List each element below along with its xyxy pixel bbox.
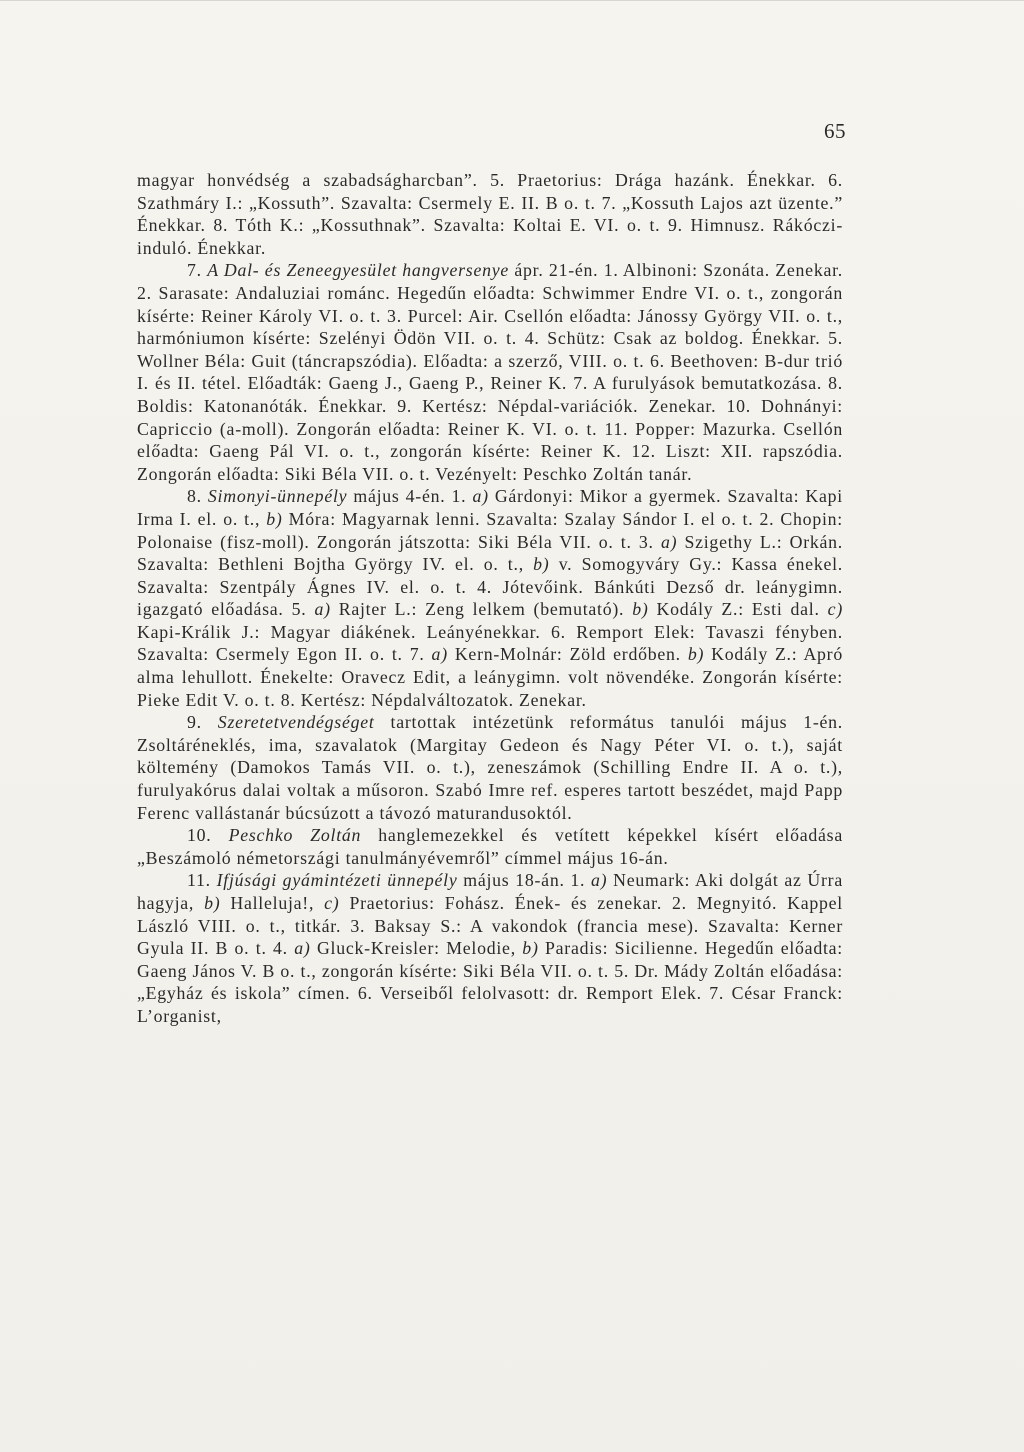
italic-text: a) (472, 486, 489, 507)
text-run: 10. (187, 825, 229, 846)
italic-text: c) (324, 893, 340, 913)
italic-text: Simonyi-ünnepély (207, 486, 348, 507)
text-run: Rajter L.: Zeng lelkem (bemutató). (330, 599, 633, 620)
paragraph (137, 869, 843, 1027)
italic-text: c) (827, 599, 843, 620)
text-run: magyar honvédség a szabadságharcban”. 5. Praetorius: Drága hazánk. Énekkar. 6. Szathmáry I.: „Kossuth”. Szavalta: Csermely E. II. B o. t. 7. „Kossuth Lajos azt üzente.” Énekkar. 8. Tóth K.: „Kossuthnak”. Szavalta: Koltai E. VI. o. t. 9. Himnusz. Rákóczi-induló. Énekkar. (137, 170, 843, 258)
paragraph (137, 485, 843, 711)
italic-text: a) (660, 531, 678, 552)
text-run: május 4-én. 1. (347, 486, 473, 507)
text-run: Kodály Z.: Apró alma lehullott. Énekelte: Oravecz Edit, a leánygimn. volt növendéke. Zongorán kísérte: Pieke Edit V. o. t. 8. Kertész: Népdalváltozatok. Zenekar. (137, 644, 843, 710)
italic-text: b) (632, 599, 649, 620)
italic-text: b) (687, 644, 705, 665)
text-run: 7. (187, 260, 208, 281)
text-run: Gluck-Kreisler: Melodie, (310, 938, 523, 959)
text-run: Paradis: Sicilienne. Hegedűn előadta: Gaeng János V. B o. t., zongorán kísérte: Siki Béla VII. o. t. 5. Dr. Mády Zoltán előadása: „Egyház és iskola” címen. 6. Verseiből felolvasott: dr. Remport Elek. 7. César Franck: L’organist, (137, 938, 843, 1026)
text-run: v. Somogyváry Gy.: Kassa énekel. Szavalta: Szentpály Ágnes IV. el. o. t. 4. Jótevőink. Bánkúti Dezső dr. leánygimn. igazgató előadása. 5. (137, 554, 843, 620)
italic-text: b) (204, 893, 221, 913)
text-run: Móra: Magyarnak lenni. Szavalta: Szalay Sándor I. el o. t. 2. Chopin: Polonaise (fisz-moll). Zongorán játszotta: Siki Béla VII. o. t. 3. (137, 508, 843, 552)
text-run: Halleluja!, (220, 893, 325, 913)
text-run: Kern-Molnár: Zöld erdőben. (447, 644, 688, 665)
text-run: hanglemezekkel és vetített képekkel kísért előadása „Beszámoló németországi tanulmányévemről” címmel május 16-án. (137, 825, 843, 868)
page-number: 65 (824, 119, 846, 143)
body-text (137, 169, 843, 1028)
text-run: tartottak intézetünk református tanulói május 1-én. Zsoltáréneklés, ima, szavalatok (Margitay Gedeon és Nagy Péter VI. o. t.), saját költemény (Damokos Tamás VII. o. t.), zeneszámok (Schilling Endre II. A o. t.), furulyakórus dalai voltak a műsoron. Szabó Imre ref. esperes tartott beszédet, majd Papp Ferenc vallástanár búcsúzott a távozó maturandusoktól. (137, 712, 844, 823)
text-run: 8. (187, 486, 208, 507)
paragraph (137, 824, 843, 869)
italic-text: a) (591, 870, 608, 891)
text-run: ápr. 21-én. 1. Albinoni: Szonáta. Zenekar. 2. Sarasate: Andaluziai románc. Hegedűn előadta: Schwimmer Endre VI. o. t., zongorán kísérte: Reiner Károly VI. o. t. 3. Purcel: Air. Csellón előadta: Jánossy György VII. o. t., harmóniumon kísérte: Szelényi Ödön VII. o. t. 4. Schütz: Csak az boldog. Énekkar. 5. Wollner Béla: Guit (táncrapszódia). Előadta: a szerző, VIII. o. t. 6. Beethoven: B-dur trió I. és II. tétel. Előadták: Gaeng J., Gaeng P., Reiner K. 7. A furulyások bemutatkozása. 8. Boldis: Katonanóták. Énekkar. 9. Kertész: Népdal-variációk. Zenekar. 10. Dohnányi: Capriccio (a-moll). Zongorán előadta: Reiner K. VI. o. t. 11. Popper: Mazurka. Csellón előadta: Gaeng Pál VI. o. t., zongorán kísérte: Reiner K. 12. Liszt: XII. rapszódia. Zongorán előadta: Siki Béla VII. o. t. Vezényelt: Peschko Zoltán tanár. (137, 260, 843, 484)
italic-text: a) (314, 599, 331, 620)
paragraph (137, 259, 843, 485)
italic-text: a) (431, 644, 448, 665)
text-run: Kapi-Králik J.: Magyar diákének. Leányénekkar. 6. Remport Elek: Tavaszi fényben. Szavalta: Csermely Egon II. o. t. 7. (137, 621, 843, 665)
text-run: Kodály Z.: Esti dal. (648, 599, 828, 620)
text-run: Gárdonyi: Mikor a gyermek. Szavalta: Kapi Irma I. el. o. t., (137, 486, 843, 529)
italic-text: b) (533, 554, 550, 575)
italic-text: b) (266, 508, 283, 529)
italic-text: b) (522, 938, 539, 959)
italic-text: Szeretetvendégséget (217, 712, 375, 733)
text-run: Szigethy L.: Orkán. Szavalta: Bethleni Bojtha György IV. el. o. t., (137, 531, 843, 575)
italic-text: a) (294, 938, 311, 959)
paragraph (137, 711, 843, 824)
italic-text: Ifjúsági gyámintézeti ünnepély (216, 870, 458, 891)
paragraph (137, 169, 843, 259)
text-run: május 18-án. 1. (457, 870, 592, 891)
text-run: 9. (187, 712, 218, 733)
text-run: 11. (187, 870, 217, 891)
text-run: Praetorius: Fohász. Ének- és zenekar. 2. Megnyitó. Kappel László VIII. o. t., titkár. 3. Baksay S.: A vakondok (francia mese). Szavalta: Kerner Gyula II. B o. t. 4. (137, 893, 843, 959)
text-run: Neumark: Aki dolgát az Úrra hagyja, (137, 870, 843, 913)
italic-text: A Dal- és Zeneegyesület hangversenye (207, 260, 510, 281)
italic-text: Peschko Zoltán (228, 825, 362, 846)
